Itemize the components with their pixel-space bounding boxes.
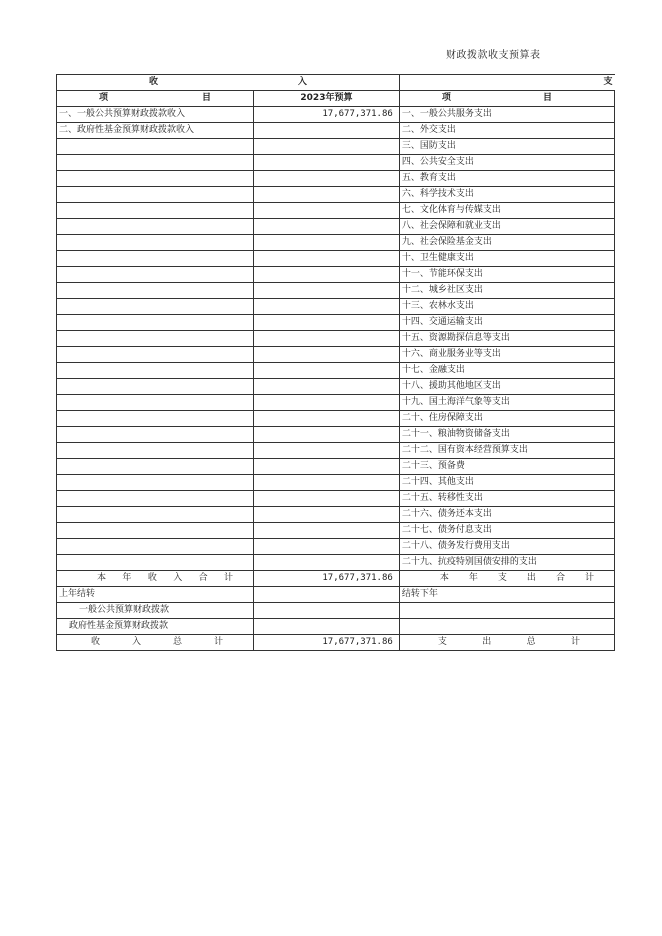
row-income-cell [57, 427, 254, 443]
table-row [57, 203, 615, 219]
income-header-left: 收 [149, 77, 159, 87]
expense-header: 支 [603, 77, 613, 87]
row-expense-cell: 二十九、抗疫特别国债安排的支出 [399, 555, 614, 571]
row-income-cell [57, 443, 254, 459]
grand-income-label: 收 入 总 计 [57, 635, 254, 651]
table-row [57, 459, 615, 475]
row-income-cell [57, 331, 254, 347]
row-amount-cell [254, 123, 400, 139]
table-row [57, 523, 615, 539]
row-expense-cell: 五、教育支出 [399, 171, 614, 187]
table-row [57, 395, 615, 411]
row-amount-cell [254, 155, 400, 171]
row-income-cell [57, 523, 254, 539]
carry-forward-label: 结转下年 [399, 587, 614, 603]
row-amount-cell: 17,677,371.86 [254, 107, 400, 123]
row-expense-cell: 十六、商业服务业等支出 [399, 347, 614, 363]
row-expense-cell: 九、社会保险基金支出 [399, 235, 614, 251]
row-expense-cell: 二十八、债务发行费用支出 [399, 539, 614, 555]
carryover-label: 上年结转 [57, 587, 254, 603]
row-income-cell [57, 539, 254, 555]
budget-table [56, 74, 615, 651]
row-amount-cell [254, 395, 400, 411]
year-income-total-label: 本 年 收 入 合 计 [57, 571, 254, 587]
row-amount-cell [254, 475, 400, 491]
row-amount-cell [254, 523, 400, 539]
row-income-cell [57, 475, 254, 491]
table-row [57, 219, 615, 235]
header-row-columns [57, 91, 615, 107]
table-row [57, 107, 615, 123]
table-row [57, 507, 615, 523]
row-income-cell [57, 235, 254, 251]
row-income-cell [57, 507, 254, 523]
carry-fund-amount [254, 619, 400, 635]
carry-general-row [57, 603, 615, 619]
header-row-section [57, 75, 615, 91]
table-row [57, 251, 615, 267]
table-row [57, 155, 615, 171]
row-expense-cell: 二十五、转移性支出 [399, 491, 614, 507]
row-income-cell [57, 267, 254, 283]
row-amount-cell [254, 411, 400, 427]
row-expense-cell: 十二、城乡社区支出 [399, 283, 614, 299]
row-amount-cell [254, 283, 400, 299]
row-income-cell [57, 411, 254, 427]
row-amount-cell [254, 171, 400, 187]
row-income-cell [57, 187, 254, 203]
row-amount-cell [254, 331, 400, 347]
row-amount-cell [254, 347, 400, 363]
row-income-cell [57, 395, 254, 411]
row-expense-cell: 八、社会保障和就业支出 [399, 219, 614, 235]
row-amount-cell [254, 187, 400, 203]
table-row [57, 411, 615, 427]
row-income-cell [57, 203, 254, 219]
row-amount-cell [254, 315, 400, 331]
year-expense-total-label: 本 年 支 出 合 计 [399, 571, 614, 587]
row-expense-cell: 十一、节能环保支出 [399, 267, 614, 283]
table-row [57, 187, 615, 203]
row-income-cell [57, 171, 254, 187]
year-income-total-amount: 17,677,371.86 [254, 571, 400, 587]
expense-item-b: 目 [542, 93, 552, 103]
row-income-cell: 二、政府性基金预算财政拨款收入 [57, 123, 254, 139]
row-income-cell [57, 283, 254, 299]
table-row [57, 123, 615, 139]
table-row [57, 443, 615, 459]
row-expense-cell: 十七、金融支出 [399, 363, 614, 379]
expense-item-a: 项 [441, 93, 451, 103]
expense-item-header [399, 91, 614, 107]
row-amount-cell [254, 363, 400, 379]
expense-section-header [399, 75, 614, 91]
row-expense-cell: 二十三、预备费 [399, 459, 614, 475]
row-expense-cell: 二十四、其他支出 [399, 475, 614, 491]
table-row [57, 235, 615, 251]
row-expense-cell: 十三、农林水支出 [399, 299, 614, 315]
row-amount-cell [254, 443, 400, 459]
row-amount-cell [254, 219, 400, 235]
grand-income-amount: 17,677,371.86 [254, 635, 400, 651]
table-row [57, 555, 615, 571]
row-income-cell [57, 299, 254, 315]
row-expense-cell: 十四、交通运输支出 [399, 315, 614, 331]
table-row [57, 491, 615, 507]
row-expense-cell: 二十六、债务还本支出 [399, 507, 614, 523]
row-income-cell [57, 555, 254, 571]
row-income-cell [57, 155, 254, 171]
row-expense-cell: 十五、资源勘探信息等支出 [399, 331, 614, 347]
carry-general-amount [254, 603, 400, 619]
row-income-cell [57, 347, 254, 363]
page-title: 财政拨款收支预算表 [446, 50, 541, 61]
year-budget-header: 2023年预算 [254, 91, 400, 107]
row-expense-cell: 二十七、债务付息支出 [399, 523, 614, 539]
row-amount-cell [254, 203, 400, 219]
row-income-cell [57, 363, 254, 379]
table-row [57, 379, 615, 395]
row-amount-cell [254, 491, 400, 507]
row-amount-cell [254, 235, 400, 251]
row-expense-cell: 二十二、国有资本经营预算支出 [399, 443, 614, 459]
row-amount-cell [254, 507, 400, 523]
income-item-header [57, 91, 254, 107]
grand-expense-label: 支 出 总 计 [399, 635, 614, 651]
income-item-a: 项 [99, 93, 109, 103]
table-row [57, 539, 615, 555]
row-expense-cell: 二、外交支出 [399, 123, 614, 139]
row-amount-cell [254, 555, 400, 571]
row-income-cell [57, 251, 254, 267]
row-income-cell [57, 219, 254, 235]
row-expense-cell: 二十一、粮油物资储备支出 [399, 427, 614, 443]
row-income-cell: 一、一般公共预算财政拨款收入 [57, 107, 254, 123]
table-row [57, 139, 615, 155]
table-row [57, 331, 615, 347]
row-amount-cell [254, 539, 400, 555]
income-item-b: 目 [202, 93, 212, 103]
row-expense-cell: 七、文化体育与传媒支出 [399, 203, 614, 219]
table-row [57, 171, 615, 187]
row-amount-cell [254, 139, 400, 155]
row-expense-cell: 十九、国土海洋气象等支出 [399, 395, 614, 411]
row-amount-cell [254, 459, 400, 475]
carry-fund-expense [399, 619, 614, 635]
table-row [57, 299, 615, 315]
row-amount-cell [254, 251, 400, 267]
table-row [57, 475, 615, 491]
row-expense-cell: 十八、援助其他地区支出 [399, 379, 614, 395]
table-row [57, 267, 615, 283]
table-row [57, 427, 615, 443]
row-amount-cell [254, 267, 400, 283]
row-income-cell [57, 139, 254, 155]
row-income-cell [57, 491, 254, 507]
row-amount-cell [254, 379, 400, 395]
grand-total-row [57, 635, 615, 651]
row-expense-cell: 十、卫生健康支出 [399, 251, 614, 267]
income-section-header [57, 75, 400, 91]
table-row [57, 283, 615, 299]
row-income-cell [57, 315, 254, 331]
table-row [57, 315, 615, 331]
carry-general-expense [399, 603, 614, 619]
row-amount-cell [254, 427, 400, 443]
carryover-amount [254, 587, 400, 603]
year-total-row [57, 571, 615, 587]
row-expense-cell: 三、国防支出 [399, 139, 614, 155]
income-header-right: 入 [297, 77, 307, 87]
carry-fund-row [57, 619, 615, 635]
row-expense-cell: 六、科学技术支出 [399, 187, 614, 203]
table-row [57, 363, 615, 379]
row-expense-cell: 一、一般公共服务支出 [399, 107, 614, 123]
carryover-row [57, 587, 615, 603]
row-expense-cell: 二十、住房保障支出 [399, 411, 614, 427]
row-expense-cell: 四、公共安全支出 [399, 155, 614, 171]
carry-general-label: 一般公共预算财政拨款 [57, 603, 254, 619]
row-income-cell [57, 459, 254, 475]
row-income-cell [57, 379, 254, 395]
row-amount-cell [254, 299, 400, 315]
table-row [57, 347, 615, 363]
carry-fund-label: 政府性基金预算财政拨款 [57, 619, 254, 635]
